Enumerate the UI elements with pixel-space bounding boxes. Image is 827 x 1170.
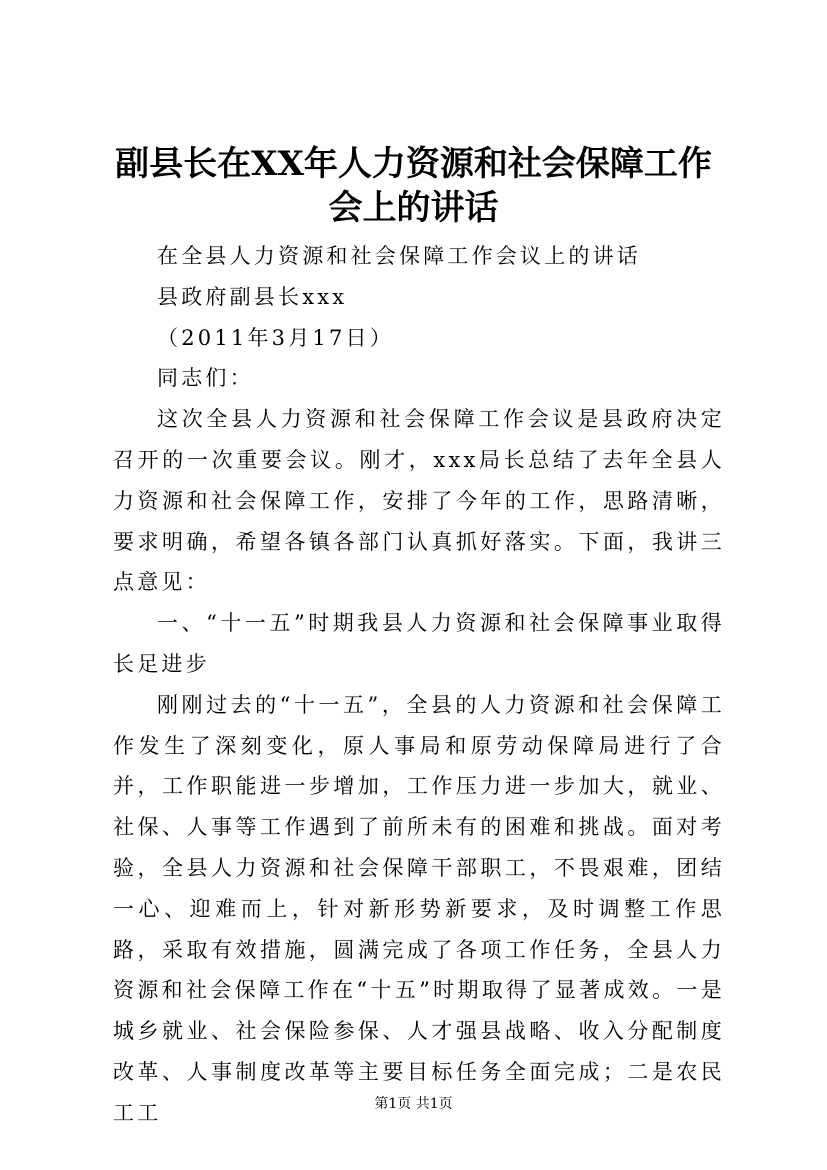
speech-date: （2011年3月17日） [157,325,394,350]
page-number-footer: 第1页 共1页 [374,1096,453,1112]
section-heading-1: 一、“十一五”时期我县人力资源和社会保障事业取得长足进步 [113,611,725,676]
salutation: 同志们： [157,366,254,391]
paragraph-section-1: 刚刚过去的“十一五”，全县的人力资源和社会保障工作发生了深刻变化，原人事局和原劳动保障局进行了合并，工作职能进一步增加，工作压力进一步加大，就业、社保、人事等工作遇到了前所未有的困难和挑战。面对考验，全县人力资源和社会保障干部职工，不畏艰难，团结一心、迎难而上，针对新形势新要求，及时调整工作思路，采取有效措施，圆满完成了各项工作任务，全县人力资源和社会保障工作在“十五”时期取得了显著成效。一是城乡就业、社会保险参保、人才强县战略、收入分配制度改革、人事制度改革等主要目标任务全面完成；二是农民工工 [113,692,725,1125]
paragraph-intro: 这次全县人力资源和社会保障工作会议是县政府决定召开的一次重要会议。刚才，xxx局长总结了去年全县人力资源和社会保障工作，安排了今年的工作，思路清晰，要求明确，希望各镇各部门认真抓好落实。下面，我讲三点意见： [113,407,725,595]
meeting-name: 在全县人力资源和社会保障工作会议上的讲话 [157,244,641,268]
speaker-line: 县政府副县长xxx [157,284,348,309]
document-title: 副县长在XX年人力资源和社会保障工作会上的讲话 [115,144,712,228]
document-body [113,236,725,1134]
